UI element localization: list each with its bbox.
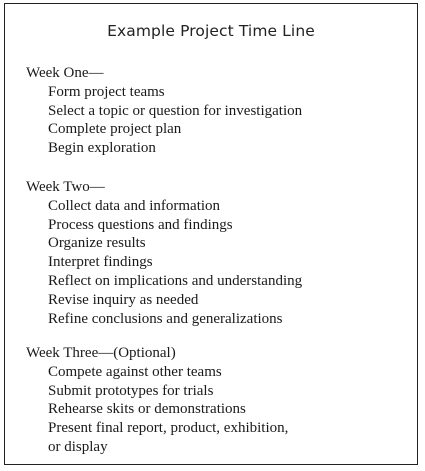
page-title: Example Project Time Line bbox=[107, 22, 315, 40]
section-heading: Week Three—(Optional) bbox=[26, 345, 176, 361]
list-item: Complete project plan bbox=[48, 121, 182, 138]
list-item: or display bbox=[48, 438, 108, 455]
timeline-box bbox=[4, 3, 418, 465]
list-item: Select a topic or question for investigation bbox=[48, 102, 303, 119]
section-week-one bbox=[26, 64, 407, 158]
list-item: Form project teams bbox=[48, 83, 165, 100]
task-list bbox=[26, 83, 407, 158]
list-item: Compete against other teams bbox=[48, 363, 222, 380]
list-item: Process questions and findings bbox=[48, 216, 233, 233]
section-heading: Week One— bbox=[26, 65, 104, 81]
list-item: Organize results bbox=[48, 235, 146, 252]
list-item: Rehearse skits or demonstrations bbox=[48, 401, 246, 418]
list-item: Begin exploration bbox=[48, 140, 156, 157]
task-list bbox=[26, 197, 407, 329]
list-item: Collect data and information bbox=[48, 197, 221, 214]
section-heading: Week Two— bbox=[26, 179, 105, 195]
list-item: Interpret findings bbox=[48, 254, 153, 271]
task-list bbox=[26, 363, 407, 457]
list-item: Refine conclusions and generalizations bbox=[48, 310, 283, 327]
section-week-three bbox=[26, 344, 407, 457]
list-item: Submit prototypes for trials bbox=[48, 382, 214, 399]
section-week-two bbox=[26, 178, 407, 328]
list-item: Present final report, product, exhibition, bbox=[48, 420, 289, 437]
list-item: Reflect on implications and understanding bbox=[48, 272, 303, 289]
list-item: Revise inquiry as needed bbox=[48, 291, 199, 308]
